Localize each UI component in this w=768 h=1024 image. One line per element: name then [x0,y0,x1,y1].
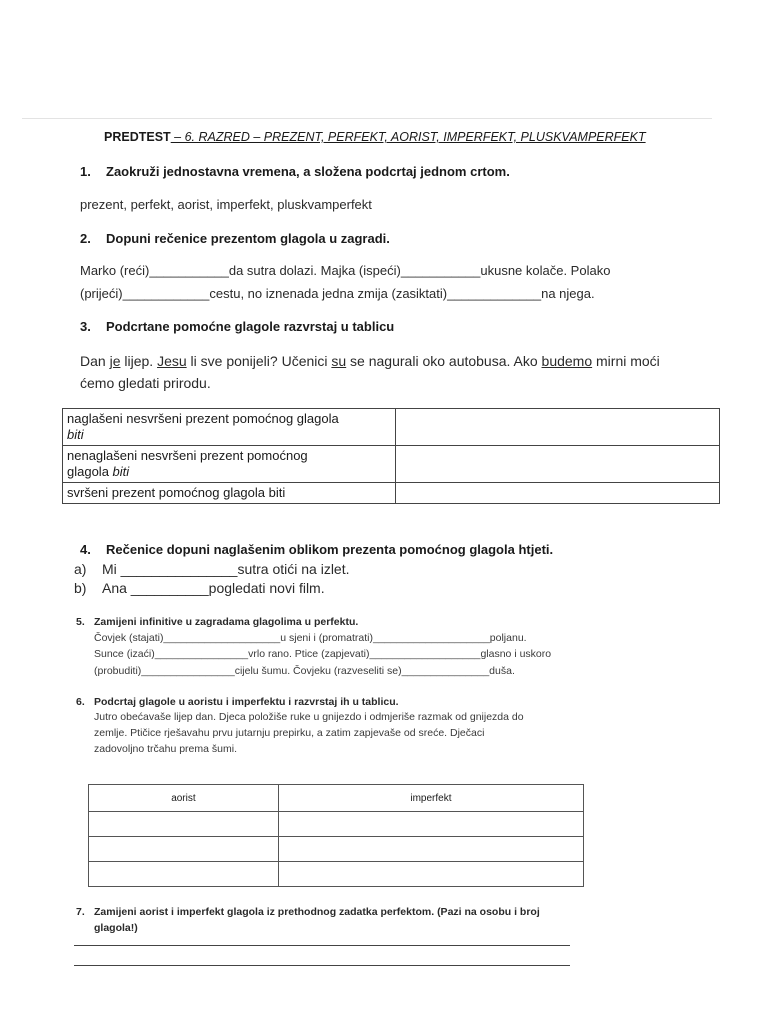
q6-heading: 6. Podcrtaj glagole u aoristu i imperfektu i razvrstaj ih u tablicu. [76,696,399,708]
q3-row1-answer[interactable] [396,409,720,446]
q4-item-b: b) Ana __________pogledati novi film. [74,580,325,596]
q7-heading-line-2: glagola!) [94,922,138,934]
q6-line-2: zemlje. Ptičice rješavahu prvu jutarnju prepirku, a zatim zapjevaše od sreće. Dječaci [94,727,485,739]
q5-line-1: Čovjek (stajati)____________________u sjeni i (promatrati)____________________poljanu. [94,632,527,644]
q5-heading: 5. Zamijeni infinitive u zagradama glagolima u perfektu. [76,616,359,628]
q1-heading [80,164,510,179]
underlined-verb-su: su [331,353,347,369]
q6-line-1: Jutro obećavaše lijep dan. Djeca položiše ruke u gnijezdo i odmjeriše razmak od gnijezda do [94,711,524,723]
q3-paragraph-line-1: Dan je lijep. Jesu li sve ponijeli? Učenici su se nagurali oko autobusa. Ako budemo mirni moći [80,353,660,369]
q2-heading-text: Dopuni rečenice prezentom glagola u zagradi. [106,231,390,246]
q6-cell[interactable] [278,837,583,862]
q3-row3-answer[interactable] [396,483,720,504]
title-bold: PREDTEST [104,130,171,144]
table-row [89,837,584,862]
q3-row2-answer[interactable] [396,446,720,483]
q4-heading-text: Rečenice dopuni naglašenim oblikom prezenta pomoćnog glagola htjeti. [106,542,554,557]
q7-heading-line-1: 7. Zamijeni aorist i imperfekt glagola iz prethodnog zadatka perfektom. (Pazi na osobu i broj [76,906,540,918]
q2-number: 2. [80,231,91,246]
q6-col-aorist: aorist [89,785,279,812]
q3-row1-label: naglašeni nesvršeni prezent pomoćnog glagola biti [63,409,396,446]
table-row [89,812,584,837]
q2-line-1: Marko (reći)___________da sutra dolazi. Majka (ispeći)___________ukusne kolače. Polako [80,263,611,278]
q3-heading [80,319,394,334]
q3-heading-text: Podcrtane pomoćne glagole razvrstaj u tablicu [106,319,395,334]
table-row [63,483,720,504]
q6-cell[interactable] [278,812,583,837]
table-row [89,785,584,812]
q6-col-imperfekt: imperfekt [278,785,583,812]
underlined-verb-je: je [109,353,121,369]
q5-line-2: Sunce (izaći)________________vrlo rano. Ptice (zapjevati)___________________glasno i uskoro [94,648,552,660]
q1-heading-text: Zaokruži jednostavna vremena, a složena podcrtaj jednom crtom. [106,164,510,179]
q6-cell[interactable] [89,862,279,887]
q3-row2-label: nenaglašeni nesvršeni prezent pomoćnog glagola biti [63,446,396,483]
q4-number: 4. [80,542,91,557]
q3-paragraph-line-2: ćemo gledati prirodu. [80,375,211,391]
q6-line-3: zadovoljno trčahu prema šumi. [94,743,237,755]
q6-cell[interactable] [89,837,279,862]
q6-cell[interactable] [89,812,279,837]
q4-item-a: a) Mi _______________sutra otići na izlet. [74,561,350,577]
top-divider [22,118,712,119]
q1-number: 1. [80,164,91,179]
q2-heading [80,231,390,246]
title-subject: – 6. RAZRED – PREZENT, PERFEKT, AORIST, IMPERFEKT, PLUSKVAMPERFEKT [170,130,646,144]
table-row [63,446,720,483]
underlined-verb-jesu: Jesu [157,353,187,369]
q3-row3-label: svršeni prezent pomoćnog glagola biti [63,483,396,504]
q5-line-3: (probuditi)________________cijelu šumu. Čovjeku (razveseliti se)_______________duša. [94,665,515,677]
underlined-verb-budemo: budemo [541,353,593,369]
q7-answer-line-1[interactable] [74,945,570,946]
q3-number: 3. [80,319,91,334]
q6-cell[interactable] [278,862,583,887]
q7-answer-line-2[interactable] [74,965,570,966]
q1-text: prezent, perfekt, aorist, imperfekt, pluskvamperfekt [80,197,372,212]
table-row [63,409,720,446]
page-title [104,130,646,144]
q2-line-2: (prijeći)____________cestu, no iznenada jedna zmija (zasiktati)_____________na njega. [80,286,595,301]
q4-heading [80,542,553,557]
q3-table [62,408,720,504]
q6-table [88,784,584,887]
table-row [89,862,584,887]
